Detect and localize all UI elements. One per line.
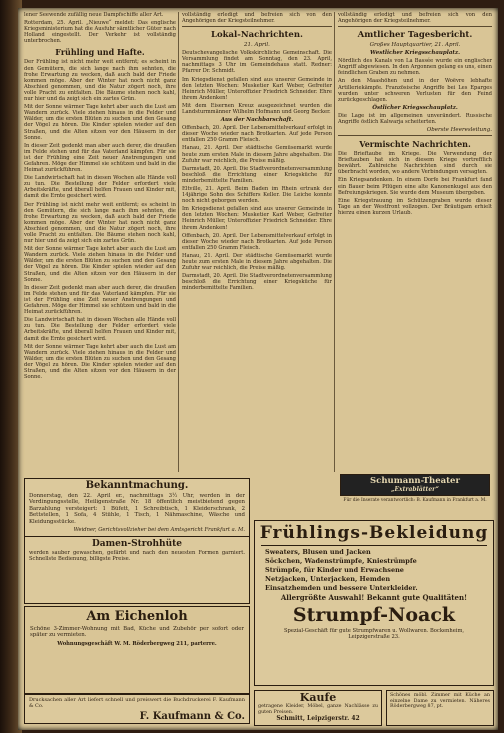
ad-text: Schöne 3-Zimmer-Wohnung mit Bad, Küche und Zubehör per sofort oder später zu vermieten. — [30, 626, 244, 639]
ad-text: getragene Kleider, Möbel, ganze Nachlässe zu guten Preisen. — [258, 704, 378, 715]
ad-title: Kaufe — [299, 691, 337, 704]
ad-address: Spezial-Geschäft für gute Strumpfwaren u. Wollwaren. Bockenheim, Leipzigerstraße 23. — [283, 628, 465, 641]
article-paragraph: Die Landwirtschaft hat in diesen Wochen alle Hände voll zu tun. Die Bestellung der Felder erfordert viele Arbeitskräfte, und überall helfen Frauen und Kinder mit, damit die Ernte gesichert wird. — [24, 317, 176, 342]
ad-strumpf-noack: Strumpf-Noack — [292, 604, 456, 627]
ad-eichenloh — [24, 606, 250, 694]
ad-schumann-theater — [340, 474, 490, 496]
ad-title: Am Eichenloh — [86, 609, 188, 624]
ad-slogan: Allergrößte Auswahl! Bekannt gute Qualitäten! — [280, 593, 468, 602]
ad-small-classifieds — [386, 690, 494, 726]
heading-vermischte: Vermischte Nachrichten. — [359, 139, 471, 150]
ad-title: Schumann-Theater — [370, 476, 460, 486]
ad-title: Frühlings-Bekleidung — [259, 523, 489, 543]
ad-line: Einsatzhemden und bessere Unterkleider. — [265, 584, 418, 592]
imprint-text: Für die Inserate verantwortlich: B. Kaufmann in Frankfurt a. M. — [343, 498, 487, 503]
divider — [338, 26, 492, 27]
article-paragraph: Im Kriegsdienst gefallen sind aus unserer Gemeinde in den letzten Wochen: Musketier Karl Weber, Gefreiter Heinrich Müller, Unteroffizier Friedrich Schneider. Ehre ihrem Andenken! — [182, 76, 332, 101]
ad-signature: Weidner, Gerichtsvollzieher bei dem Amtsgericht Frankfurt a. M. — [73, 527, 245, 534]
article-paragraph: Offenbach, 20. April. Der Lebensmittelverkauf erfolgt in dieser Woche wieder nach Brotkarten. Auf jede Person entfallen 250 Gramm Fleisch. — [182, 125, 332, 144]
subheading-hauptquartier: Großes Hauptquartier, 21. April. — [369, 42, 461, 49]
ad-bekanntmachung — [24, 478, 250, 604]
article-paragraph: Eltville, 21. April. Beim Baden im Rhein ertrank der 14jährige Sohn des Schiffers Keller. Die Leiche konnte noch nicht geborgen werden. — [182, 185, 332, 205]
article-paragraph: Die Landwirtschaft hat in diesen Wochen alle Hände voll zu tun. Die Bestellung der Felder erfordert viele Arbeitskräfte, und überall helfen Frauen und Kinder mit, damit die Ernte gesichert wird. — [24, 175, 176, 200]
article-paragraph: vollständig erledigt und befreien sich von den Angehörigen der Kriegsteilnehmer. — [338, 12, 492, 25]
divider — [338, 135, 492, 136]
divider — [182, 26, 332, 27]
subheading-nachbarschaft: Aus der Nachbarschaft. — [220, 117, 294, 124]
ad-text: Drucksachen aller Art liefert schnell und preiswert die Buchdruckerei F. Kaufmann & Co. — [29, 697, 245, 710]
article-paragraph: Deutschevangelische Volkskirchliche Gemeinschaft. Die Versammlung findet am Sonntag, den 23. April, nachmittags 3 Uhr im Gemeindehaus statt. Redner: Pfarrer Dr. Schmidt. — [182, 50, 332, 75]
article-paragraph: vollständig erledigt und befreien sich von den Angehörigen der Kriegsteilnehmer. — [182, 12, 332, 25]
ad-subtitle: „Extrablätter“ — [391, 486, 439, 493]
ad-address: Wohnungsgeschäft W. M. Röderbergweg 211, parterre. — [57, 640, 217, 647]
ad-line: Söckchen, Wadenstrümpfe, Kniestrümpfe — [265, 557, 417, 565]
article-paragraph: Die Brieftaube im Kriege. Die Verwendung der Brieftauben hat sich in diesem Kriege vortrefflich bewährt. Zahlreiche Nachrichten sind durch sie überbracht worden, wo andere Verbindungen versagten. — [338, 151, 492, 176]
subheading-westlich: Westlicher Kriegsschauplatz. — [370, 50, 460, 57]
ad-name: Schmitt, Leipzigerstr. 42 — [276, 715, 360, 723]
article-paragraph: In dieser Zeit gedenkt man aber auch derer, die draußen im Felde stehen und für das Vaterland kämpfen. Für sie ist der Frühling eine Zeit neuer Anstrengungen und Gefahren. Möge der Himmel sie schützen und bald in die Heimat zurückführen. — [24, 284, 176, 316]
ad-line: Sweaters, Blusen und Jacken — [265, 548, 371, 556]
article-paragraph: In dieser Zeit gedenkt man aber auch derer, die draußen im Felde stehen und für das Vaterland kämpfen. Für sie ist der Frühling eine Zeit neuer Anstrengungen und Gefahren. Möge der Himmel sie schützen und bald in die Heimat zurückführen. — [24, 142, 176, 174]
ad-fruehlings-bekleidung — [254, 520, 494, 686]
subheading-oestlich: Östlicher Kriegsschauplatz. — [372, 104, 458, 111]
article-paragraph: Darmstadt, 20. April. Die Stadtverordnetenversammlung beschloß die Errichtung einer Kriegsküche für minderbemittelte Familien. — [182, 273, 332, 292]
article-paragraph: Darmstadt, 20. April. Die Stadtverordnetenversammlung beschloß die Errichtung einer Kriegsküche für minderbemittelte Familien. — [182, 165, 332, 184]
ad-line: Strümpfe, für Kinder und Erwachsene — [265, 566, 404, 574]
article-paragraph: Nördlich des Kanals von La Bassée wurde ein englischer Angriff abgewiesen. In den Argonnen gelang es uns, einen feindlichen Graben zu nehmen. — [338, 58, 493, 77]
ad-kaufe — [254, 690, 382, 726]
signature: Oberste Heeresleitung. — [426, 127, 492, 134]
article-paragraph: Mit dem Eisernen Kreuz ausgezeichnet wurden die Landsturmmänner Wilhelm Hofmann und Georg Becker. — [182, 102, 332, 116]
newspaper-page — [18, 8, 498, 730]
column-divider — [334, 12, 335, 472]
heading-lokal-nachrichten: Lokal-Nachrichten. — [211, 30, 303, 41]
article-paragraph: Ein Kriegsandenken. In einem Dorfe bei Frankfurt fand ein Bauer beim Pflügen eine alte Kanonenkugel aus den Befreiungskriegen. Sie wurde dem Museum übergeben. — [338, 177, 492, 196]
article-rotterdam: Rotterdam, 25. April. „Nieuwe“ meldet: Das englische Kriegsministerium hat die Ausfuhr sämtlicher Güter nach Holland eingestellt. Der Verkehr ist vollständig unterbrochen. — [24, 20, 176, 45]
ad-kaufmann-druckerei — [24, 694, 250, 724]
ad-line: Netzjacken, Unterjacken, Hemden — [265, 575, 391, 583]
ad-text: Donnerstag, den 22. April er., nachmittags 3½ Uhr, werden in der Verdingungsstelle, Heiligenstraße Nr. 18 öffentlich meistbietend gegen Barzahlung versteigert: 1 Büfett, 1 Schreibtisch, 1 Kleiderschrank, 2 Bettstellen, 1 Sofa, 4 Stühle, 1 Tisch, 1 Nähmaschine, Wäsche und Kleidungsstücke. — [29, 493, 245, 525]
heading-fruehling: Frühling und Hafte. — [55, 47, 145, 58]
article-paragraph: Offenbach, 20. April. Der Lebensmittelverkauf erfolgt in dieser Woche wieder nach Brotkarten. Auf jede Person entfallen 250 Gramm Fleisch. — [182, 232, 332, 251]
imprint-notice — [340, 498, 490, 505]
ad-title: F. Kaufmann & Co. — [139, 711, 245, 723]
article-paragraph: Mit der Sonne wärmer Tage kehrt aber auch die Lust am Wandern zurück. Viele ziehen hinaus in die Felder und Wälder, um die ersten Blüten zu suchen und den Gesang der Vögel zu hören. Die Kinder spielen wieder auf den Straßen, und die Alten sitzen vor den Häusern in der Sonne. — [24, 343, 176, 381]
article-paragraph: Eine Kriegstrauung im Schützengraben wurde dieser Tage an der Westfront vollzogen. Der Bräutigam erhielt hierzu einen kurzen Urlaub. — [338, 197, 492, 216]
article-paragraph: Im Kriegsdienst gefallen sind aus unserer Gemeinde in den letzten Wochen: Musketier Karl Weber, Gefreiter Heinrich Müller, Unteroffizier Friedrich Schneider. Ehre ihrem Andenken! — [182, 206, 332, 231]
column-middle — [182, 12, 332, 293]
article-paragraph: Mit der Sonne wärmer Tage kehrt aber auch die Lust am Wandern zurück. Viele ziehen hinaus in die Felder und Wälder, um die ersten Blüten zu suchen und den Gesang der Vögel zu hören. Die Kinder spielen wieder auf den Straßen, und die Alten sitzen vor den Häusern in der Sonne. — [24, 246, 176, 283]
article-paragraph: Mit der Sonne wärmer Tage kehrt aber auch die Lust am Wandern zurück. Viele ziehen hinaus in die Felder und Wälder, um die ersten Blüten zu suchen und den Gesang der Vögel zu hören. Die Kinder spielen wieder auf den Straßen, und die Alten sitzen vor den Häusern in der Sonne. — [24, 104, 176, 141]
column-divider — [178, 12, 179, 472]
article-paragraph: Die Lage ist im allgemeinen unverändert. Russische Angriffe östlich Kalwarja scheiterten. — [338, 112, 492, 125]
article-paragraph: Der Frühling ist nicht mehr weit entfernt; es scheint in den Gemütern, die sich lange nach ihm sehnten, die frohe Erwartung zu wecken, daß auch bald der Friede kommen möge. Aber der Winter hat noch nicht ganz Abschied genommen, und die Natur zögert noch, ihre volle Pracht zu entfalten. Die Bäume stehen noch kahl, nur hier und da zeigt sich ein zartes Grün. — [24, 59, 176, 103]
heading-tagesbericht: Amtlicher Tagesbericht. — [357, 30, 473, 41]
ad-text: Schönes möbl. Zimmer mit Küche an einzelne Dame zu vermieten. Näheres Röderbergweg 87, pt. — [390, 693, 490, 710]
column-left — [24, 12, 176, 382]
date-line: 21. April. — [244, 42, 270, 49]
ad-title: Bekanntmachung. — [85, 480, 189, 491]
ad-hats-text: werden sauber gewaschen, gefärbt und nach den neuesten Formen garniert. Schnellste Bedienung, billigste Preise. — [29, 550, 245, 563]
article-intro: lener Seewende zufällig neue Dampfschiffe aller Art. — [24, 12, 164, 18]
article-paragraph: An den Maashöhen und in der Woëvre lebhafte Artilleriekämpfe. Französische Angriffe bei Les Eparges wurden unter schweren Verlusten für den Feind zurückgeschlagen. — [338, 78, 492, 103]
article-paragraph: Der Frühling ist nicht mehr weit entfernt; es scheint in den Gemütern, die sich lange nach ihm sehnten, die frohe Erwartung zu wecken, daß auch bald der Friede kommen möge. Aber der Winter hat noch nicht ganz Abschied genommen, und die Natur zögert noch, ihre volle Pracht zu entfalten. Die Bäume stehen noch kahl, nur hier und da zeigt sich ein zartes Grün. — [24, 201, 176, 245]
column-right — [338, 12, 492, 218]
article-paragraph: Hanau, 21. April. Der städtische Gemüsemarkt wurde heute zum ersten Male in diesem Jahre abgehalten. Die Zufuhr war reichlich, die Preise mäßig. — [182, 145, 332, 164]
article-paragraph: Hanau, 21. April. Der städtische Gemüsemarkt wurde heute zum ersten Male in diesem Jahre abgehalten. Die Zufuhr war reichlich, die Preise mäßig. — [182, 252, 332, 272]
ad-hats-title: Damen-Strohhüte — [91, 539, 183, 550]
